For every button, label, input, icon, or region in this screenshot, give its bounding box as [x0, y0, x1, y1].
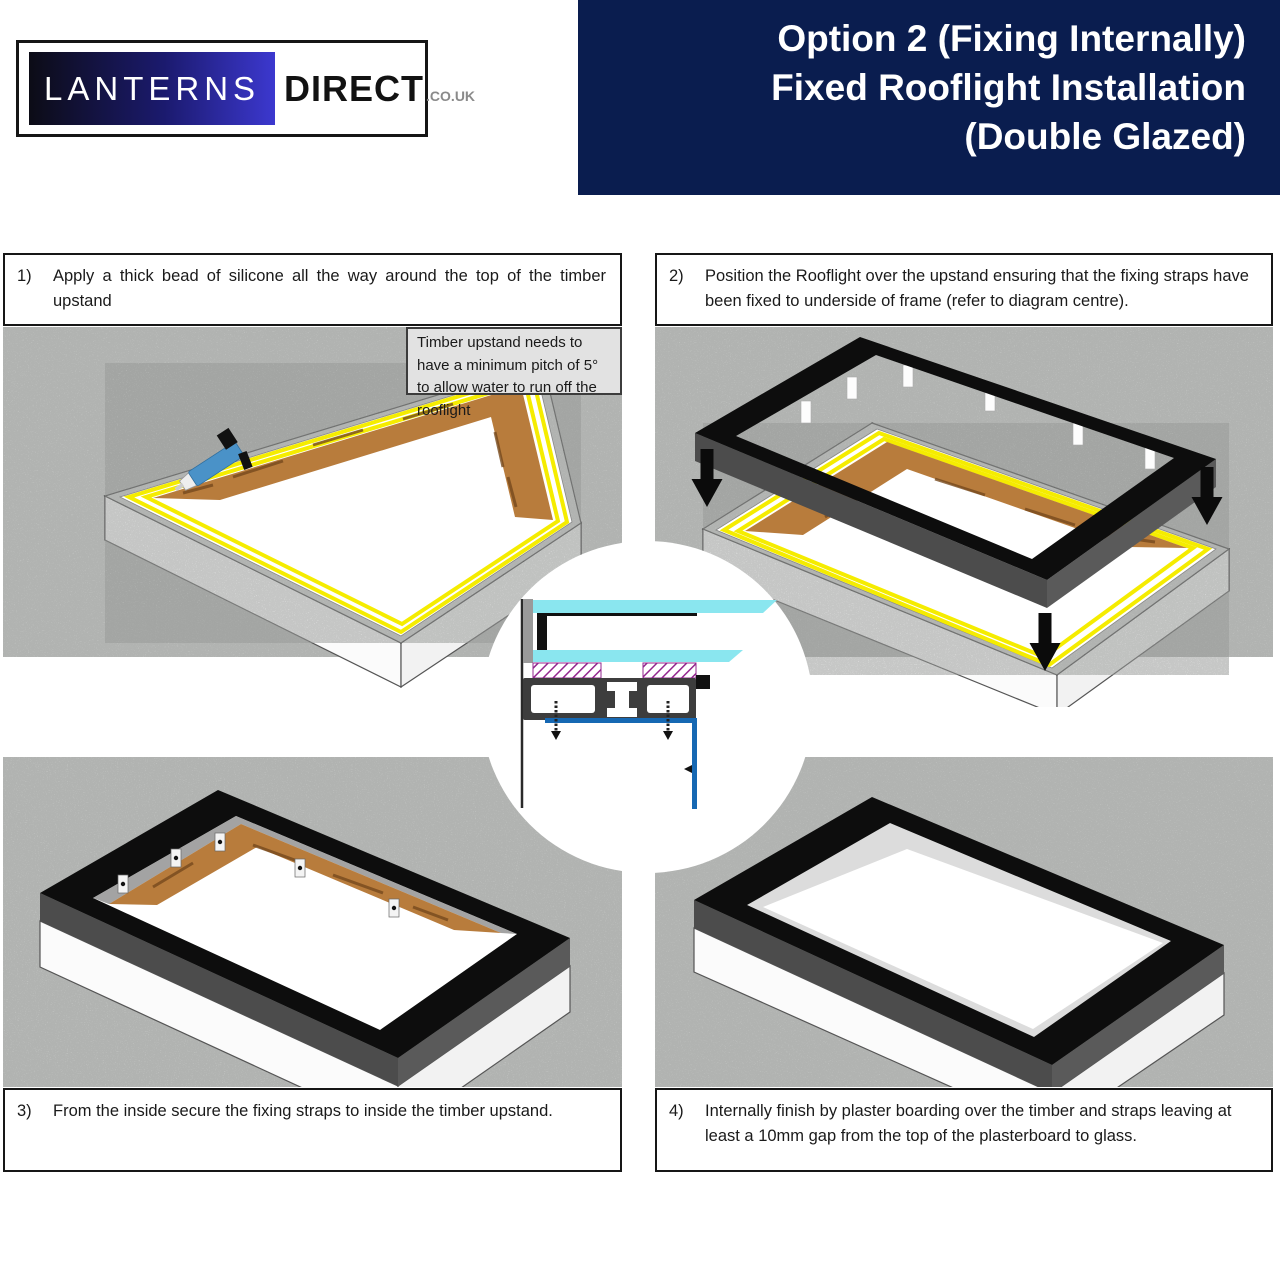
cross-section-detail-circle — [481, 541, 813, 873]
title-line-2: Fixed Rooflight Installation — [771, 67, 1246, 108]
logo-gradient-panel — [29, 52, 275, 125]
step-4-text: Internally finish by plaster boarding over the timber and straps leaving at least a 10mm gap from the top of the plasterboard to glass. — [705, 1102, 1232, 1145]
strap-arrow — [684, 765, 692, 773]
step-1-number: 1) — [17, 267, 32, 285]
step-3-number: 3) — [17, 1102, 32, 1120]
step-2-text: Position the Rooflight over the upstand ensuring that the fixing straps have been fixed to underside of frame (refer to diagram centre). — [705, 267, 1249, 310]
glazing-spacer-bar — [537, 616, 547, 650]
pitch-note-text: Timber upstand needs to have a minimum pitch of 5° to allow water to run off the rooflight — [417, 334, 599, 419]
glass-edge-line — [537, 613, 697, 616]
top-glass-pane — [533, 600, 777, 613]
lanterns-direct-logo — [16, 40, 476, 137]
fixing-strap-vertical — [692, 723, 697, 809]
step-1-text: Apply a thick bead of silicone all the way around the top of the timber upstand — [53, 267, 606, 310]
title-line-3: (Double Glazed) — [964, 116, 1246, 157]
step-2-number: 2) — [669, 267, 684, 285]
glazing-tape-right — [643, 663, 696, 678]
glazing-tape-left — [533, 663, 601, 678]
step-2-instruction-box — [655, 253, 1273, 326]
step-3-text: From the inside secure the fixing straps to inside the timber upstand. — [53, 1102, 553, 1120]
logo-direct-text: DIRECT — [284, 67, 425, 109]
logo-lanterns-text: LANTERNS — [44, 69, 261, 107]
frame-chamber-left — [531, 685, 595, 713]
pitch-note-box — [406, 327, 622, 419]
step-1-instruction-box — [3, 253, 622, 326]
bottom-glass-pane — [533, 650, 743, 662]
fixing-strap-horizontal — [545, 718, 697, 723]
frame-nub — [696, 675, 710, 689]
step-3-caption-box — [3, 1088, 622, 1172]
edge-spacer — [523, 599, 533, 663]
title-line-1: Option 2 (Fixing Internally) — [777, 18, 1246, 59]
page-title — [578, 0, 1280, 195]
step-4-caption-box — [655, 1088, 1273, 1172]
cross-section-diagram — [481, 541, 813, 873]
screw-tips — [551, 731, 673, 740]
frame-chamber-right — [647, 685, 689, 713]
logo-tld-text: .CO.UK — [426, 87, 476, 104]
step-4-number: 4) — [669, 1102, 684, 1120]
